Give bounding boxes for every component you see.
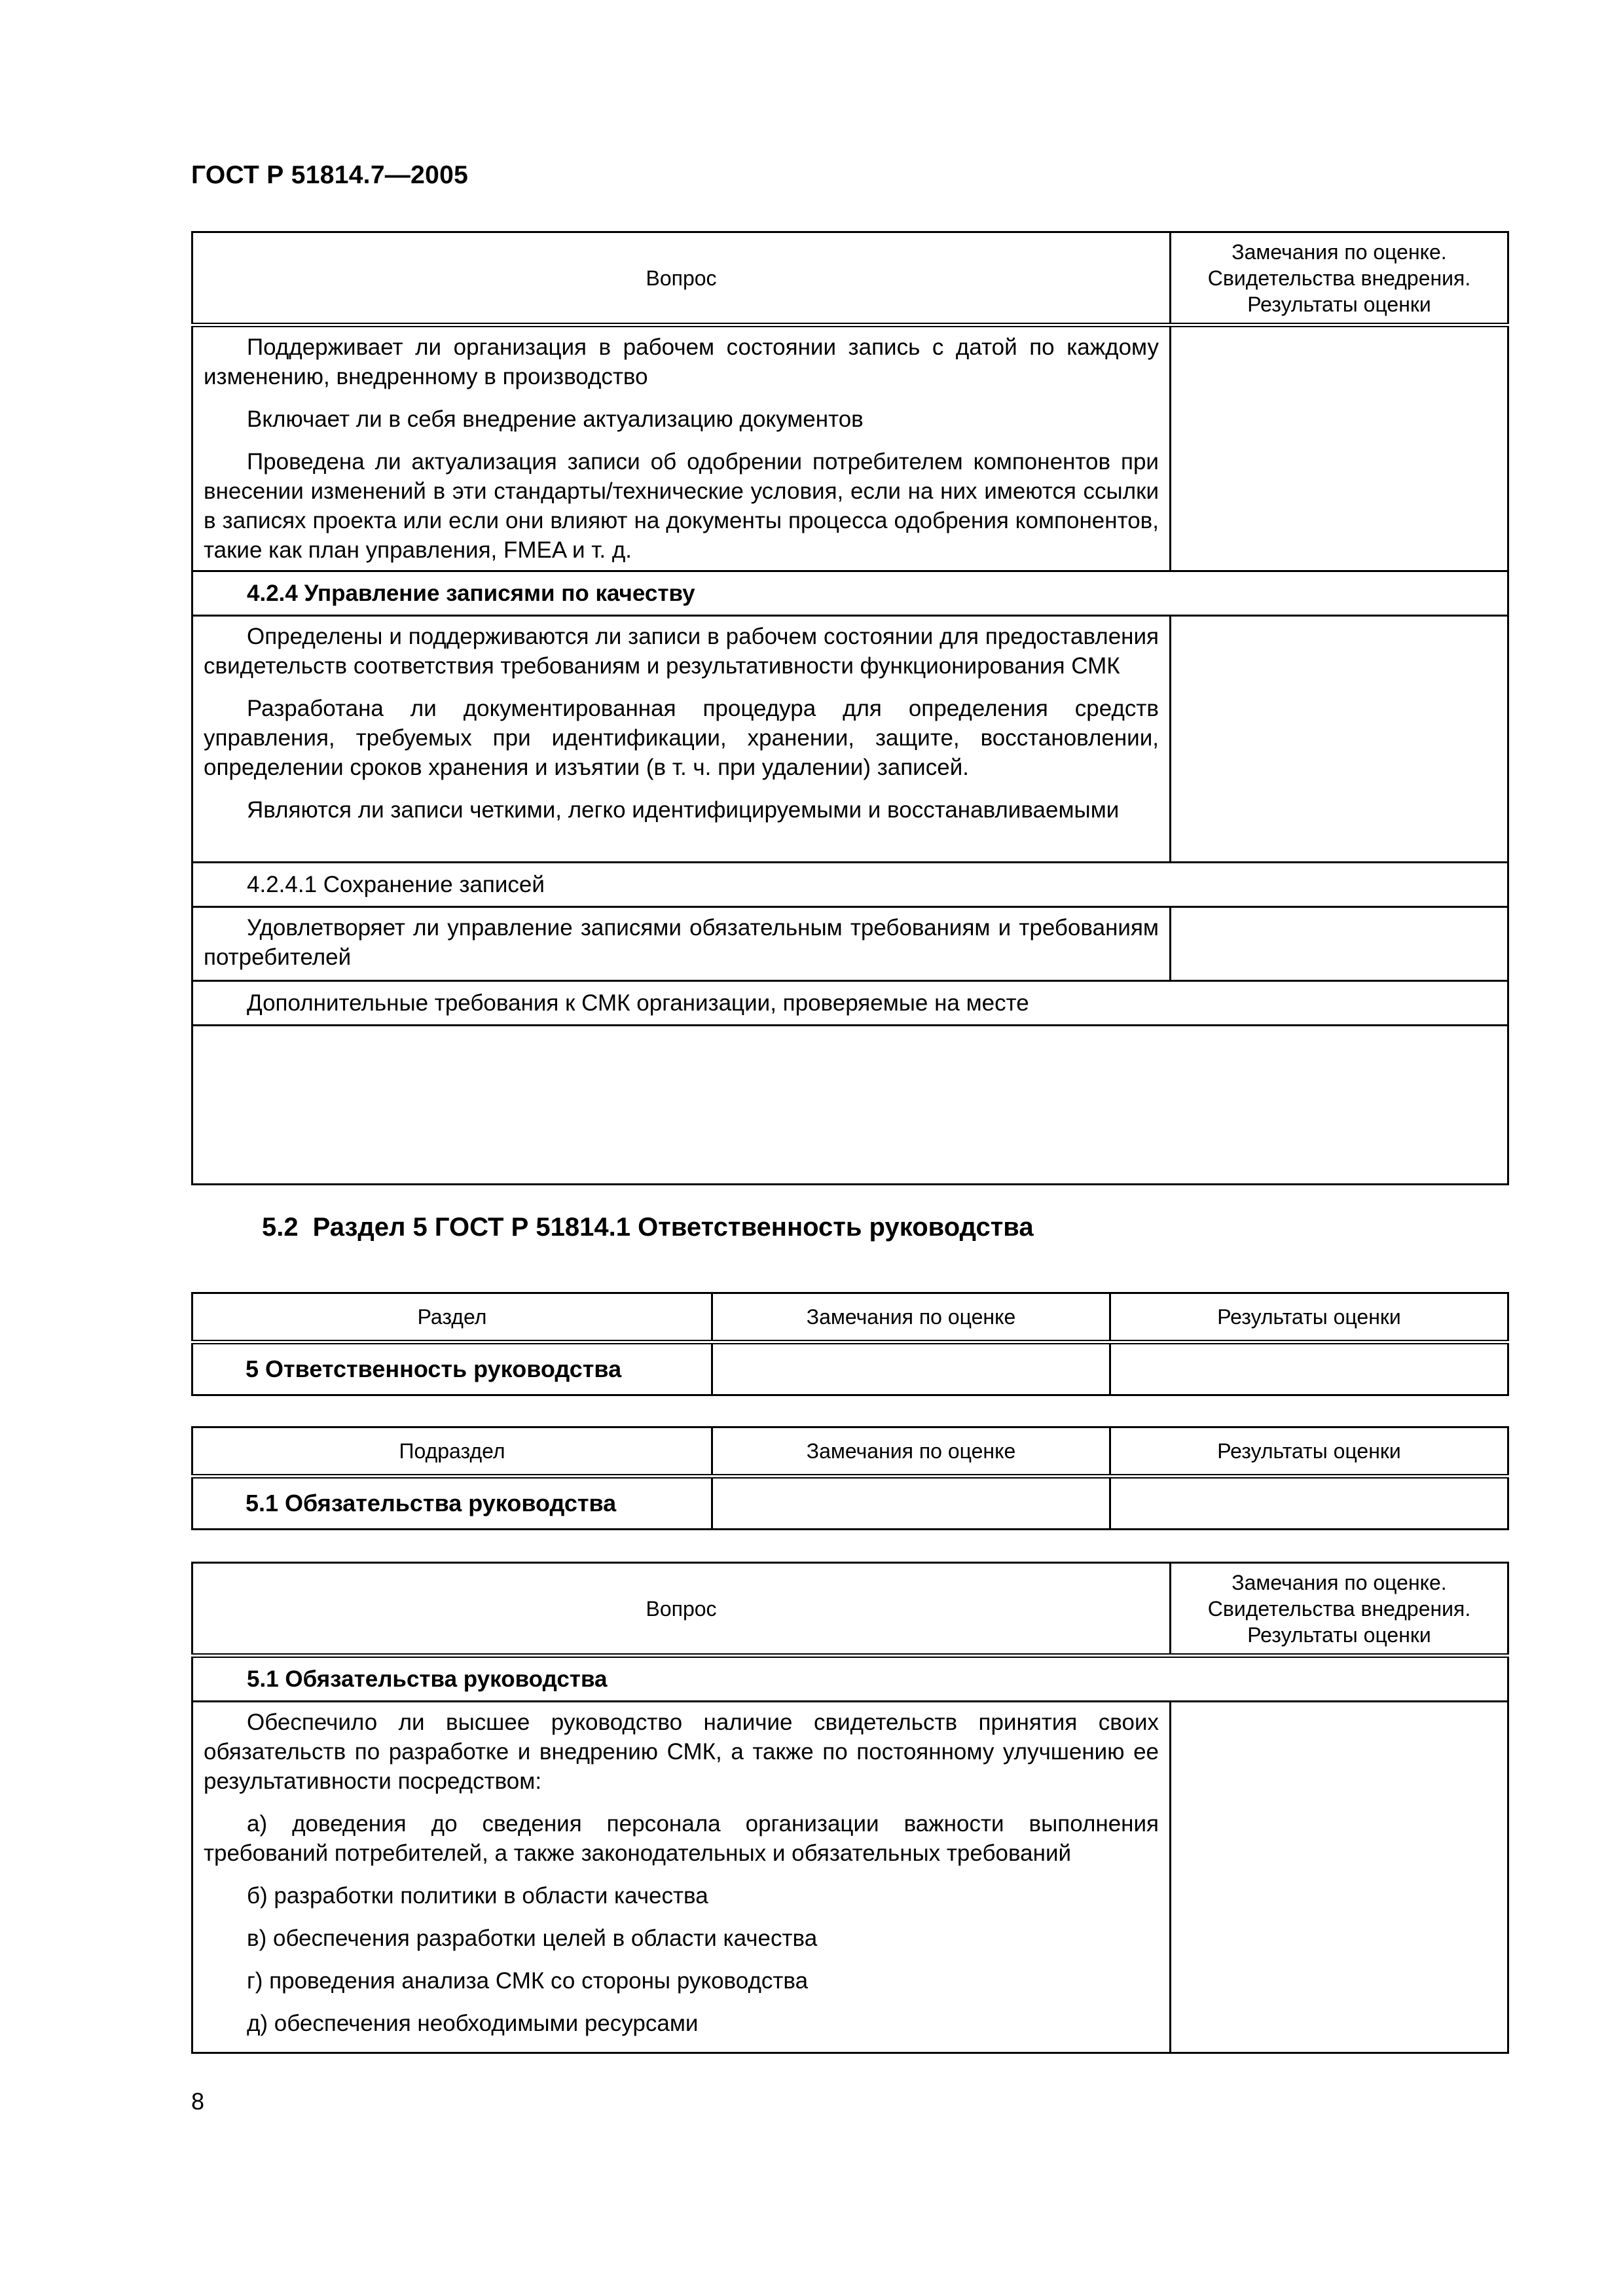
- remarks-cell: [1171, 325, 1508, 571]
- column-header-remarks: Замечания по оценке. Свидетельства внедрения. Результаты оценки: [1171, 1563, 1508, 1656]
- question-item: а) доведения до сведения персонала организации важности выполнения требований потребителей, а также законодательных и обязательных требований: [204, 1811, 1159, 1866]
- section-table: [191, 1292, 1509, 1396]
- section-heading: [262, 1213, 1034, 1242]
- column-header-remarks: Замечания по оценке: [712, 1293, 1110, 1342]
- remarks-cell: [1171, 907, 1508, 981]
- column-header-question: Вопрос: [192, 1563, 1171, 1656]
- section-title: Раздел 5 ГОСТ Р 51814.1 Ответственность руководства: [312, 1213, 1034, 1242]
- results-cell: [1110, 1477, 1508, 1530]
- question-item: б) разработки политики в области качества: [247, 1883, 708, 1909]
- question-item: в) обеспечения разработки целей в области качества: [247, 1926, 818, 1951]
- subsection-heading: 4.2.4 Управление записями по качеству: [192, 571, 1508, 616]
- question-item: д) обеспечения необходимыми ресурсами: [247, 2011, 699, 2036]
- subsection-table: [191, 1426, 1509, 1530]
- column-header-remarks: Замечания по оценке. Свидетельства внедрения. Результаты оценки: [1171, 232, 1508, 325]
- questions-table-5-1: [191, 1562, 1509, 2054]
- page-header: ГОСТ Р 51814.7—2005: [191, 161, 469, 189]
- remarks-cell: [712, 1342, 1110, 1395]
- question-text: Определены и поддерживаются ли записи в рабочем состоянии для предоставления свидетельств соответствия требованиям и результативности функционирования СМК: [204, 624, 1159, 679]
- column-header-subsection: Подраздел: [192, 1427, 712, 1477]
- blank-row: [192, 1026, 1508, 1185]
- question-text: Поддерживает ли организация в рабочем состоянии запись с датой по каждому изменению, внедренному в производство: [204, 334, 1159, 389]
- question-cell: [192, 325, 1171, 571]
- column-header-results: Результаты оценки: [1110, 1293, 1508, 1342]
- column-header-question: Вопрос: [192, 232, 1171, 325]
- question-item: г) проведения анализа СМК со стороны руководства: [247, 1968, 809, 1994]
- question-cell: [192, 616, 1171, 863]
- remarks-cell: [712, 1477, 1110, 1530]
- question-text: Проведена ли актуализация записи об одобрении потребителем компонентов при внесении изменений в эти стандарты/технические условия, если на них имеются ссылки в записях проекта или если они влияют на документы процесса одобрения компонентов, такие как план управления, FMEA и т. д.: [204, 449, 1159, 563]
- question-text: Удовлетворяет ли управление записями обязательным требованиям и требованиям потребителей: [204, 915, 1159, 970]
- question-text: Включает ли в себя внедрение актуализацию документов: [247, 406, 864, 432]
- question-cell: [192, 1702, 1171, 2053]
- question-text: Являются ли записи четкими, легко идентифицируемыми и восстанавливаемыми: [247, 797, 1120, 823]
- question-text: Разработана ли документированная процедура для определения средств управления, требуемых при идентификации, хранении, защите, восстановлении, определении сроков хранения и изъятии (в т. ч. при удалении) записей.: [204, 696, 1159, 780]
- section-number: 5.2: [262, 1213, 299, 1242]
- question-text: Обеспечило ли высшее руководство наличие свидетельств принятия своих обязательств по разработке и внедрению СМК, а также по постоянному улучшению ее результативности посредством:: [204, 1710, 1159, 1794]
- questions-table-4-2: [191, 231, 1509, 1185]
- subsection-heading: 4.2.4.1 Сохранение записей: [192, 863, 1508, 907]
- page-number: 8: [191, 2088, 205, 2115]
- remarks-cell: [1171, 616, 1508, 863]
- subsection-heading: 5.1 Обязательства руководства: [192, 1656, 1508, 1702]
- column-header-results: Результаты оценки: [1110, 1427, 1508, 1477]
- section-name-cell: 5 Ответственность руководства: [192, 1342, 712, 1395]
- question-cell: [192, 907, 1171, 981]
- column-header-remarks: Замечания по оценке: [712, 1427, 1110, 1477]
- results-cell: [1110, 1342, 1508, 1395]
- extra-requirements-heading: Дополнительные требования к СМК организации, проверяемые на месте: [192, 981, 1508, 1026]
- remarks-cell: [1171, 1702, 1508, 2053]
- column-header-section: Раздел: [192, 1293, 712, 1342]
- subsection-name-cell: 5.1 Обязательства руководства: [192, 1477, 712, 1530]
